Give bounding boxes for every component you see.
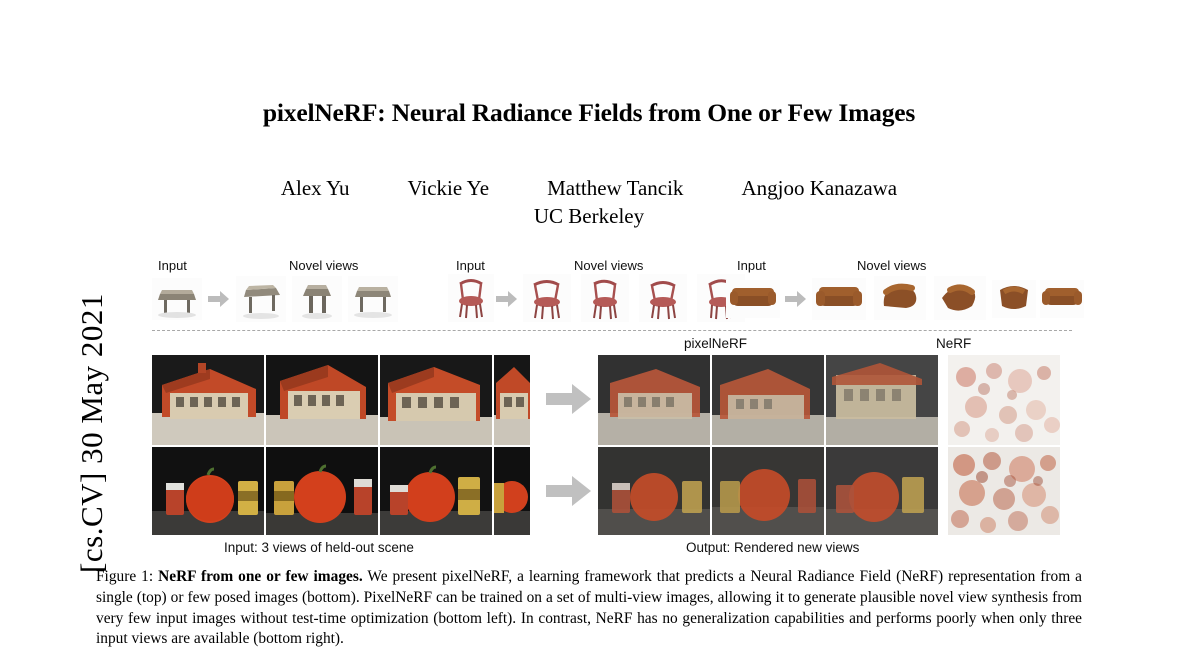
- figure-caption: [96, 567, 1082, 650]
- author-list: [96, 176, 1082, 201]
- thumbnail-sofa-novel-3: [934, 276, 986, 320]
- input-view-house-4: [494, 355, 530, 445]
- thumbnail-table-input: [152, 278, 202, 320]
- group-3-novel-label: Novel views: [857, 258, 927, 273]
- pixelnerf-output-house-1: [598, 355, 710, 445]
- thumbnail-table-novel-2: [292, 276, 342, 322]
- arxiv-stamp: [cs.CV] 30 May 2021: [74, 293, 109, 573]
- thumbnail-table-novel-3: [348, 276, 398, 322]
- figure-caption-title: NeRF from one or few images.: [158, 568, 363, 585]
- thumbnail-sofa-novel-5: [1040, 280, 1084, 318]
- input-view-fruit-4: [494, 447, 530, 535]
- author: Vickie Ye: [407, 176, 490, 200]
- arrow-right-icon: [546, 382, 592, 416]
- thumbnail-sofa-novel-2: [874, 276, 926, 320]
- input-view-house-2: [266, 355, 378, 445]
- group-1-input-label: Input: [158, 258, 187, 273]
- group-2-input-label: Input: [456, 258, 485, 273]
- thumbnail-chair-novel-3: [639, 274, 687, 322]
- input-view-fruit-1: [152, 447, 264, 535]
- figure-1: [96, 252, 1082, 555]
- thumbnail-chair-input: [448, 274, 494, 322]
- input-view-fruit-3: [380, 447, 492, 535]
- figure-caption-label: Figure 1:: [96, 568, 154, 585]
- arrow-right-icon: [546, 474, 592, 508]
- thumbnail-chair-novel-2: [581, 274, 629, 322]
- chair-render: [448, 274, 494, 322]
- figure-divider: [152, 330, 1072, 331]
- table-render: [152, 278, 202, 320]
- arrow-right-icon: [208, 290, 230, 308]
- figure-caption-body: We present pixelNeRF, a learning framework that predicts a Neural Radiance Field (NeRF) representation from a single (top) or few posed images (bottom). PixelNeRF can be trained on a set of multi-view images, allowing it to generate plausible novel view synthesis from very few input images without test-time optimization (bottom left). In contrast, NeRF has no generalization capabilities and performs poorly when only three input views are available (bottom right).: [96, 568, 1082, 648]
- pixelnerf-output-fruit-2: [712, 447, 824, 535]
- figure-top-row: [96, 252, 1082, 320]
- pixelnerf-output-house-2: [712, 355, 824, 445]
- input-view-house-1: [152, 355, 264, 445]
- thumbnail-chair-novel-1: [523, 274, 571, 322]
- author: Alex Yu: [280, 176, 350, 200]
- pixelnerf-output-house-3: [826, 355, 938, 445]
- sofa-render: [726, 280, 780, 318]
- thumbnail-sofa-input: [726, 280, 780, 318]
- input-view-house-3: [380, 355, 492, 445]
- affiliation: UC Berkeley: [533, 204, 645, 228]
- thumbnail-table-novel-1: [236, 276, 286, 322]
- nerf-output-fruit: [948, 447, 1060, 535]
- arrow-right-icon: [785, 290, 807, 308]
- nerf-output-house: [948, 355, 1060, 445]
- pixelnerf-output-fruit-1: [598, 447, 710, 535]
- pixelnerf-output-fruit-3: [826, 447, 938, 535]
- fruit-render: [152, 447, 264, 535]
- thumbnail-sofa-novel-4: [992, 280, 1036, 318]
- group-2-novel-label: Novel views: [574, 258, 644, 273]
- input-view-fruit-2: [266, 447, 378, 535]
- nerf-noise-render: [948, 355, 1060, 445]
- page-title: pixelNeRF: Neural Radiance Fields from One or Few Images: [262, 98, 916, 127]
- author: Matthew Tancik: [547, 176, 684, 200]
- thumbnail-sofa-novel-1: [812, 278, 866, 320]
- column-header-pixelnerf: pixelNeRF: [684, 336, 748, 351]
- house-render: [152, 355, 264, 445]
- group-3-input-label: Input: [737, 258, 766, 273]
- column-header-nerf: NeRF: [936, 336, 972, 351]
- group-1-novel-label: Novel views: [289, 258, 359, 273]
- arrow-right-icon: [496, 290, 518, 308]
- output-caption: Output: Rendered new views: [686, 540, 860, 555]
- author: Angjoo Kanazawa: [741, 176, 898, 200]
- input-caption: Input: 3 views of held-out scene: [224, 540, 414, 555]
- paper-content: [96, 0, 1082, 648]
